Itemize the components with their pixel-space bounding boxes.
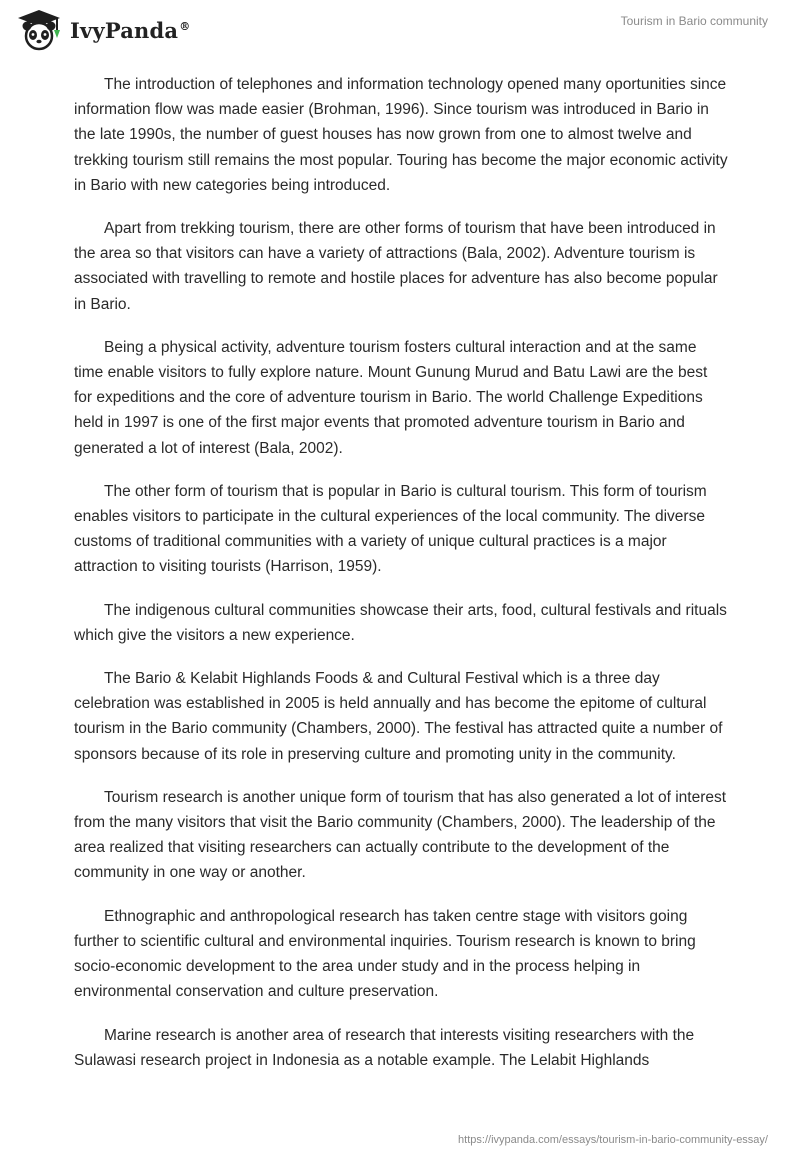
registered-mark: ® (179, 19, 191, 33)
paragraph: The introduction of telephones and information technology opened many oportunities since information flow was made easier (Brohman, 1996). Since tourism was introduced in Bario in the late 1990s, the number of guest houses has now grown from one to almost twelve and trekking tourism still remains the most popular. Touring has become the major economic activity in Bario with new categories being introduced. (74, 76, 728, 194)
panda-graduation-cap-icon (14, 8, 64, 52)
paragraph: Ethnographic and anthropological research has taken centre stage with visitors going further to scientific cultural and environmental inquiries. Tourism research is known to bring socio-economic development to the area under study and in the process helping in environmental conservation and culture preservation. (74, 907, 696, 1001)
paragraph: Apart from trekking tourism, there are other forms of tourism that have been introduced in the area so that visitors can have a variety of attractions (Bala, 2002). Adventure tourism is associated with travelling to remote and hostile places for adventure has also become popular in Bario. (74, 220, 718, 313)
paragraph: The indigenous cultural communities showcase their arts, food, cultural festivals and rituals which give the visitors a new experience. (74, 601, 727, 644)
logo[interactable] (14, 8, 190, 52)
essay-body (74, 72, 728, 1091)
document-title: Tourism in Bario community (620, 14, 768, 28)
brand-name: IvyPanda® (70, 17, 191, 43)
paragraph: The Bario & Kelabit Highlands Foods & and Cultural Festival which is a three day celebration was established in 2005 is held annually and has become the epitome of cultural tourism in the Bario community (Chambers, 2000). The festival has attracted quite a number of sponsors because of its role in preserving culture and promoting unity in the community. (74, 670, 723, 763)
source-url-link[interactable]: https://ivypanda.com/essays/tourism-in-bario-community-essay/ (458, 1134, 768, 1146)
paragraph: The other form of tourism that is popular in Bario is cultural tourism. This form of tourism enables visitors to participate in the cultural experiences of the local community. The diverse customs of traditional communities with a variety of unique cultural practices is a major attraction to visiting tourists (Harrison, 1959). (74, 482, 707, 576)
paragraph: Being a physical activity, adventure tourism fosters cultural interaction and at the same time enable visitors to fully explore nature. Mount Gunung Murud and Batu Lawi are the best for expeditions and the core of adventure tourism in Bario. The world Challenge Expeditions held in 1997 is one of the first major events that promoted adventure tourism in Bario and generated a lot of interest (Bala, 2002). (74, 338, 708, 457)
page-header (0, 0, 800, 60)
paragraph: Marine research is another area of research that interests visiting researchers with the Sulawasi research project in Indonesia as a notable example. The Lelabit Highlands (74, 1026, 695, 1069)
paragraph: Tourism research is another unique form of tourism that has also generated a lot of interest from the many visitors that visit the Bario community (Chambers, 2000). The leadership of the area realized that visiting researchers can actually contribute to the development of the community in one way or another. (74, 788, 727, 882)
